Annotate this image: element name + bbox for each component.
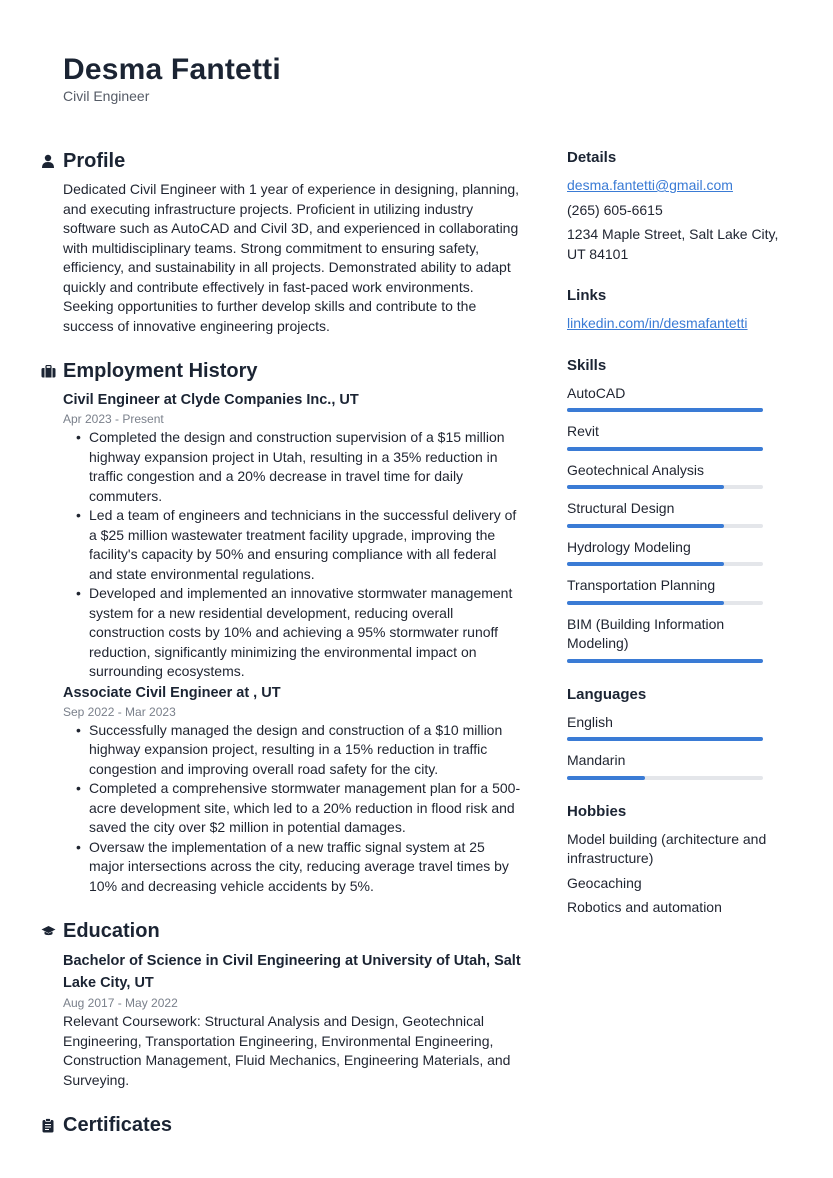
- hobby-item: Model building (architecture and infrastructure): [567, 830, 767, 866]
- level-bar-fill: [567, 601, 724, 605]
- details-title: Details: [567, 149, 617, 166]
- degree-title: Bachelor of Science in Civil Engineering at University of Utah, Salt Lake City, UT: [63, 953, 521, 991]
- job-dates: Sep 2022 - Mar 2023: [63, 704, 176, 719]
- coursework-text: Relevant Coursework: Structural Analysis and Design, Geotechnical Engineering, Transportation Engineering, Environmental Engineering, Construction Management, Fluid Mechanics, Engineering Materials, and Surveying.: [63, 1013, 511, 1088]
- education-dates: Aug 2017 - May 2022: [63, 996, 178, 1010]
- level-item: [567, 499, 787, 528]
- level-bar-fill: [567, 737, 763, 741]
- level-label: Mandarin: [567, 752, 626, 768]
- level-item: [567, 461, 787, 490]
- bullet-item: • Successfully managed the design and construction of a $10 million highway expansion project, resulting in a 15% reduction in traffic congestion and improving overall road safety for the city.: [89, 721, 522, 780]
- level-bar-fill: [567, 447, 763, 451]
- employment-body: [40, 390, 522, 896]
- job-title: Associate Civil Engineer at , UT: [63, 684, 281, 701]
- job-entry: [63, 390, 522, 682]
- briefcase-icon: [40, 363, 56, 379]
- bullet-item: • Completed the design and construction supervision of a $15 million highway expansion project in Utah, resulting in a 35% reduction in traffic congestion and a 20% decrease in travel time for daily commuters.: [89, 428, 522, 506]
- level-item: [567, 615, 787, 663]
- languages-block: [567, 685, 787, 780]
- level-bar: [567, 447, 763, 451]
- level-item: [567, 384, 787, 413]
- education-section: [40, 918, 522, 1090]
- level-bar-fill: [567, 408, 763, 412]
- phone-text: (265) 605-6615: [567, 201, 663, 218]
- person-icon: [40, 153, 56, 169]
- certificates-section: [40, 1112, 522, 1138]
- job-title: Civil Engineer at Clyde Companies Inc., UT: [63, 392, 359, 408]
- job-dates: Apr 2023 - Present: [63, 412, 164, 426]
- profile-text: Dedicated Civil Engineer with 1 year of experience in designing, planning, and executing infrastructure projects. Proficient in utilizing industry software such as AutoCAD and Civil 3D, and experienced in collaborating with multidisciplinary teams. Strong commitment to ensuring safety, efficiency, and sustainability in all projects. Demonstrated ability to adapt quickly and contribute effectively in fast-paced work environments. Seeking opportunities to further develop skills and contribute to the success of innovative engineering projects.: [63, 181, 520, 334]
- bullet-item: • Completed a comprehensive stormwater management plan for a 500-acre development site, which led to a 20% reduction in flood risk and saved the city over $2 million in potential damages.: [89, 779, 522, 838]
- job-bullets: [63, 428, 522, 682]
- level-bar-fill: [567, 485, 724, 489]
- hobbies-title: Hobbies: [567, 802, 627, 820]
- skills-title: Skills: [567, 356, 607, 374]
- level-label: AutoCAD: [567, 384, 626, 401]
- resume-header: [63, 52, 281, 104]
- level-label: Transportation Planning: [567, 577, 716, 593]
- level-label: BIM (Building Information Modeling): [567, 615, 725, 651]
- section-title: Education: [63, 919, 160, 942]
- details-block: [567, 148, 787, 264]
- certificate-icon: [40, 1117, 56, 1133]
- level-label: Hydrology Modeling: [567, 538, 691, 555]
- hobby-item: Robotics and automation: [567, 899, 722, 915]
- level-bar: [567, 737, 763, 741]
- level-item: [567, 422, 787, 451]
- hobby-item: Geocaching: [567, 874, 642, 891]
- level-bar-fill: [567, 659, 763, 663]
- level-bar-fill: [567, 562, 724, 566]
- level-item: [567, 538, 787, 567]
- sidebar-column: [567, 148, 787, 940]
- bullet-item: • Oversaw the implementation of a new traffic signal system at 25 major intersections across the city, reducing average travel times by 10% and decreasing vehicle accidents by 5%.: [89, 838, 522, 897]
- links-block: [567, 286, 787, 334]
- graduation-cap-icon: [40, 923, 56, 939]
- level-label: Geotechnical Analysis: [567, 461, 704, 478]
- level-bar: [567, 659, 763, 663]
- level-bar: [567, 485, 763, 489]
- level-bar: [567, 408, 763, 412]
- section-title: Profile: [63, 149, 126, 172]
- address-text: 1234 Maple Street, Salt Lake City, UT 84101: [567, 226, 779, 262]
- level-bar-fill: [567, 524, 724, 528]
- level-bar-fill: [567, 776, 645, 780]
- job-bullets: [63, 721, 522, 897]
- level-bar: [567, 601, 763, 605]
- hobbies-block: [567, 802, 787, 918]
- level-bar: [567, 524, 763, 528]
- level-item: [567, 751, 787, 780]
- bullet-item: • Led a team of engineers and technicians in the successful delivery of a $25 million wastewater treatment facility upgrade, improving the facility's capacity by 50% and ensuring compliance with all federal and state environmental regulations.: [89, 506, 522, 584]
- candidate-name: Desma Fantetti: [63, 53, 281, 86]
- skills-block: [567, 356, 787, 663]
- level-label: Structural Design: [567, 500, 675, 516]
- main-column: [40, 148, 522, 1152]
- job-entry: [63, 683, 522, 897]
- bullet-item: • Developed and implemented an innovative stormwater management system for a new residential development, reducing overall construction costs by 10% and achieving a 95% stormwater runoff reduction, significantly minimizing the environmental impact on surrounding ecosystems.: [89, 584, 522, 682]
- level-item: [567, 713, 787, 742]
- level-label: Revit: [567, 423, 599, 439]
- employment-section: [40, 358, 522, 896]
- level-bar: [567, 776, 763, 780]
- profile-section: [40, 148, 522, 336]
- languages-title: Languages: [567, 685, 647, 703]
- level-bar: [567, 562, 763, 566]
- languages-list: [567, 713, 787, 780]
- education-body: [40, 950, 522, 1090]
- section-title: Certificates: [63, 1113, 172, 1136]
- level-label: English: [567, 713, 613, 730]
- section-title: Employment History: [63, 359, 258, 382]
- email-link[interactable]: desma.fantetti@gmail.com: [567, 177, 733, 193]
- linkedin-link[interactable]: linkedin.com/in/desmafantetti: [567, 315, 748, 331]
- candidate-title: Civil Engineer: [63, 88, 150, 104]
- links-title: Links: [567, 287, 607, 304]
- skills-list: [567, 384, 787, 663]
- level-item: [567, 576, 787, 605]
